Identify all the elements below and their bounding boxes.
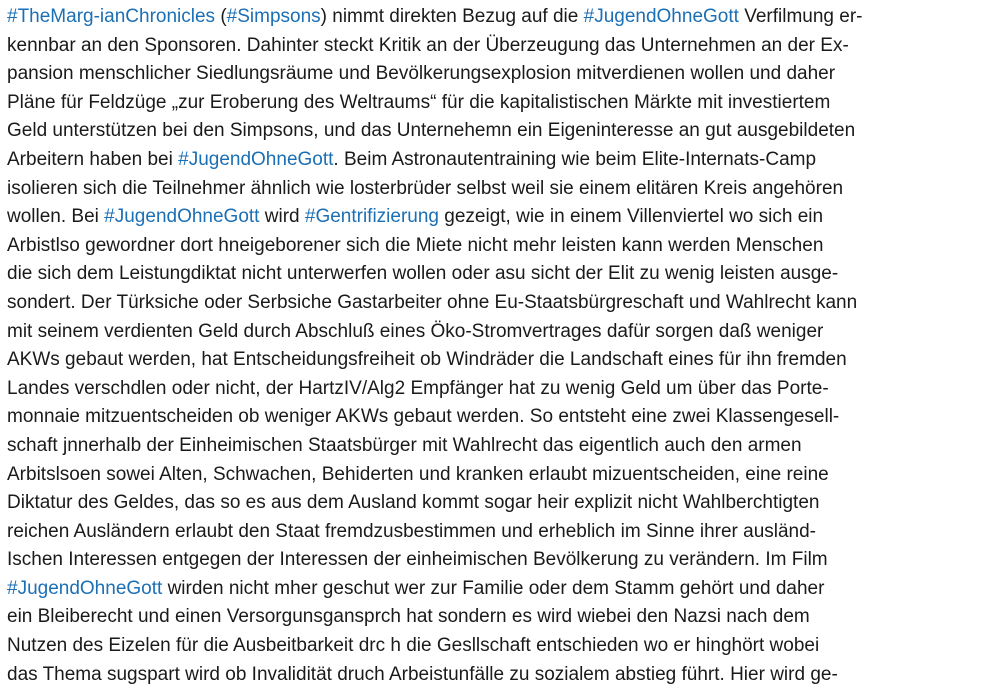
hashtag-link[interactable]: #TheMarg-ianChronicles xyxy=(7,6,216,27)
text-line xyxy=(7,603,993,632)
text-line xyxy=(7,232,993,261)
text-line xyxy=(7,518,993,547)
text-segment: Verfilmung er- xyxy=(738,6,863,27)
text-segment: Arbitslsoen sowei Alten, Schwachen, Behiderten und kranken erlaubt mizuentscheiden, eine reine xyxy=(7,463,829,485)
text-line xyxy=(7,203,993,232)
text-line xyxy=(7,318,993,347)
text-segment: kennbar an den Sponsoren. Dahinter steckt Kritik an der Überzeugung das Unternehmen an der Ex- xyxy=(7,34,849,56)
text-segment: Landes verschdlen oder nicht, der HartzIV/Alg2 Empfänger hat zu wenig Geld um über das Porte- xyxy=(7,377,829,399)
text-line xyxy=(7,60,993,89)
hashtag-link[interactable]: #JugendOhneGott xyxy=(178,148,334,170)
text-line xyxy=(7,89,993,118)
text-segment: wirden nicht mher geschut wer zur Familie oder dem Stamm gehört und daher xyxy=(162,577,825,599)
text-line xyxy=(7,403,993,432)
text-line xyxy=(7,661,993,690)
text-segment: ( xyxy=(215,6,227,27)
text-line xyxy=(7,432,993,461)
text-line xyxy=(7,461,993,490)
text-line xyxy=(7,546,993,575)
text-line xyxy=(7,632,993,661)
text-line xyxy=(7,375,993,404)
text-segment: gezeigt, wie in einem Villenviertel wo sich ein xyxy=(439,206,824,228)
text-segment: ein Bleiberecht und einen Versorgunsgansprch hat sondern es wird wiebei den Nazsi nach dem xyxy=(7,606,810,628)
text-segment: wird xyxy=(259,206,305,228)
text-segment: Nutzen des Eizelen für die Ausbeitbarkeit drc h die Gesllschaft entschieden wo er hinghört wobei xyxy=(7,635,820,657)
text-segment: sondert. Der Türksiche oder Serbsiche Gastarbeiter ohne Eu-Staatsbürgreschaft und Wahlrecht kann xyxy=(7,291,858,313)
text-segment: Arbistlso gewordner dort hneigeborener sich die Miete nicht mehr leisten kann werden Menschen xyxy=(7,234,824,256)
text-line xyxy=(7,260,993,289)
text-line xyxy=(7,3,993,32)
text-segment: . Beim Astronautentraining wie beim Elite-Internats-Camp xyxy=(333,148,817,170)
text-line xyxy=(7,175,993,204)
hashtag-link[interactable]: #Gentrifizierung xyxy=(304,206,439,228)
text-segment: Arbeitern haben bei xyxy=(7,148,179,170)
text-segment: Diktatur des Geldes, das so es aus dem Ausland kommt sogar heir explizit nicht Wahlberchtigten xyxy=(7,492,820,514)
hashtag-link[interactable]: #Simpsons xyxy=(226,6,321,27)
hashtag-link[interactable]: #JugendOhneGott xyxy=(104,206,260,228)
hashtag-link[interactable]: #JugendOhneGott xyxy=(583,6,739,27)
text-line xyxy=(7,289,993,318)
text-line xyxy=(7,575,993,604)
text-segment: monnaie mitzuentscheiden ob weniger AKWs gebaut werden. So entsteht eine zwei Klassengesell- xyxy=(7,406,840,428)
hashtag-link[interactable]: #JugendOhneGott xyxy=(7,577,163,599)
text-segment: isolieren sich die Teilnehmer ähnlich wie losterbrüder selbst weil sie einem elitären Kreis angehören xyxy=(7,177,844,199)
text-segment: Pläne für Feldzüge „zur Eroberung des Weltraums“ für die kapitalistischen Märkte mit investiertem xyxy=(7,91,831,113)
text-segment: die sich dem Leistungdiktat nicht unterwerfen wollen oder asu sicht der Elit zu wenig leisten ausge- xyxy=(7,263,839,285)
text-segment: pansion menschlicher Siedlungsräume und Bevölkerungsexplosion mitverdienen wollen und daher xyxy=(7,63,836,85)
text-line xyxy=(7,346,993,375)
text-segment: Geld unterstützen bei den Simpsons, und das Unternehemn ein Eigeninteresse an gut ausgebildeten xyxy=(7,120,856,142)
text-segment: Ischen Interessen entgegen der Interessen der einheimischen Bevölkerung zu verändern. Im Film xyxy=(7,549,828,571)
text-line xyxy=(7,32,993,61)
text-segment: reichen Ausländern erlaubt den Staat fremdzusbestimmen und erheblich im Sinne ihrer ausländ- xyxy=(7,520,817,542)
document-text xyxy=(7,3,993,689)
text-segment: ) nimmt direkten Bezug auf die xyxy=(320,6,584,27)
text-line xyxy=(7,489,993,518)
text-line xyxy=(7,146,993,175)
text-segment: das Thema sugspart wird ob Invalidität druch Arbeistunfälle zu sozialem abstieg führt. Hier wird ge- xyxy=(7,663,838,685)
text-segment: wollen. Bei xyxy=(7,206,105,228)
text-line xyxy=(7,117,993,146)
text-segment: AKWs gebaut werden, hat Entscheidungsfreiheit ob Windräder die Landschaft eines für ihn fremden xyxy=(7,349,847,371)
text-segment: schaft jnnerhalb der Einheimischen Staatsbürger mit Wahlrecht das eigentlich auch den armen xyxy=(7,434,802,456)
text-segment: mit seinem verdienten Geld durch Abschluß eines Öko-Stromvertrages dafür sorgen daß weniger xyxy=(7,320,824,342)
